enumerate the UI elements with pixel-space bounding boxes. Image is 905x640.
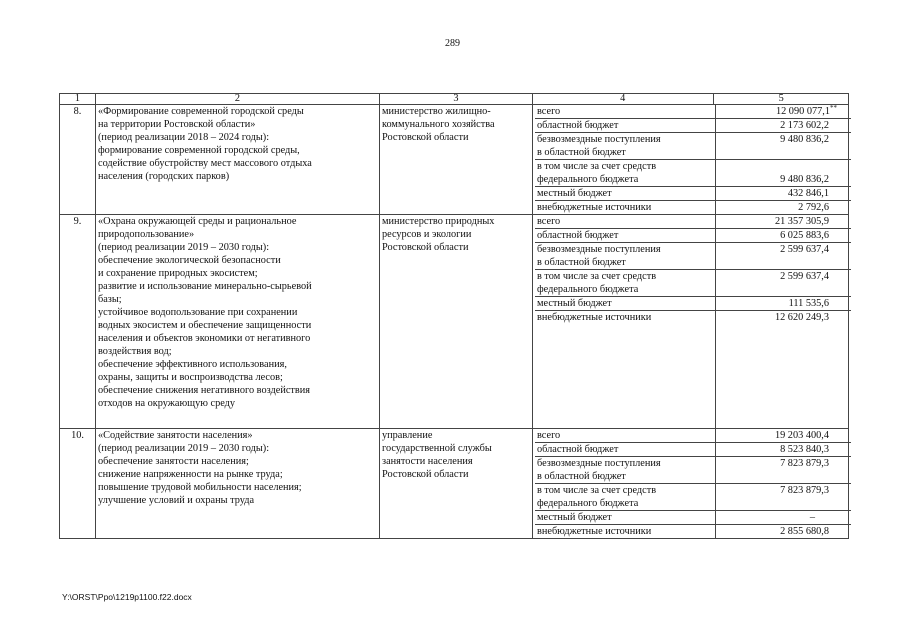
finance-value: 432 846,1: [715, 187, 851, 201]
header-cell-group: [533, 94, 849, 105]
file-path-footer: Y:\ORST\Ppo\1219p1100.f22.docx: [62, 592, 192, 602]
programs-table: [59, 93, 849, 539]
finance-value: 19 203 400,4: [715, 429, 851, 443]
finance-source: областной бюджет: [535, 443, 715, 457]
header-cell: 3: [380, 94, 533, 105]
finance-source: всего: [535, 215, 715, 229]
finance-value: 2 599 637,4: [715, 270, 851, 297]
finance-source: безвозмездные поступления в областной бюджет: [535, 457, 715, 484]
finance-cell: [533, 429, 849, 539]
finance-value: 2 855 680,8: [780, 526, 829, 537]
finance-cell: [533, 105, 849, 215]
responsible-executor: министерство природных ресурсов и экологии Ростовской области: [380, 215, 533, 429]
finance-source: внебюджетные источники: [535, 525, 715, 539]
header-cell: 1: [60, 94, 96, 105]
table-row: [60, 215, 849, 429]
header-cell: 5: [778, 93, 784, 104]
row-number: 10.: [60, 429, 96, 539]
finance-source: в том числе за счет средств федерального бюджета: [535, 484, 715, 511]
finance-value: 12 090 077,1**: [715, 105, 851, 119]
row-number: 8.: [60, 105, 96, 215]
finance-value: 9 480 836,2: [715, 133, 851, 160]
finance-cell: [533, 215, 849, 429]
responsible-executor: министерство жилищно- коммунального хозяйства Ростовской области: [380, 105, 533, 215]
finance-source: местный бюджет: [535, 297, 715, 311]
header-cell: 2: [96, 94, 380, 105]
program-description: «Охрана окружающей среды и рациональное природопользование» (период реализации 2019 – 2030 годы): обеспечение экологической безопасности и сохранение природных экосистем; развитие и использование минерально-сырьевой базы; устойчивое водопользование при сохранении водных экосистем и обеспечение защищенности населения и объектов экономики от негативного воздействия вод; обеспечение эффективного использования, охраны, защиты и воспроизводства лесов; обеспечение снижения негативного воздействия отходов на окружающую среду: [96, 215, 380, 429]
finance-value: 111 535,6: [715, 297, 851, 311]
finance-source: всего: [535, 105, 715, 119]
finance-value: 21 357 305,9: [715, 215, 851, 229]
program-description: «Содействие занятости населения» (период реализации 2019 – 2030 годы): обеспечение занятости населения; снижение напряженности на рынке труда; повышение трудовой мобильности населения; улучшение условий и охраны труда: [96, 429, 380, 539]
finance-value: –: [715, 511, 851, 525]
finance-value: 8 523 840,3: [715, 443, 851, 457]
table-header-row: [60, 94, 849, 105]
finance-source: всего: [535, 429, 715, 443]
table-row: [60, 105, 849, 215]
finance-source: местный бюджет: [535, 511, 715, 525]
responsible-executor: управление государственной службы занятости населения Ростовской области: [380, 429, 533, 539]
finance-source: внебюджетные источники: [535, 201, 715, 215]
finance-source: безвозмездные поступления в областной бюджет: [535, 243, 715, 270]
row-number: 9.: [60, 215, 96, 429]
table-row: [60, 429, 849, 539]
finance-value: 2 599 637,4: [715, 243, 851, 270]
finance-source: в том числе за счет средств федерального бюджета: [535, 160, 715, 187]
header-cell: 4: [533, 94, 713, 104]
finance-source: безвозмездные поступления в областной бюджет: [535, 133, 715, 160]
finance-source: внебюджетные источники: [535, 311, 715, 429]
finance-value: 9 480 836,2: [715, 160, 851, 187]
finance-source: в том числе за счет средств федерального бюджета: [535, 270, 715, 297]
page-number: 289: [445, 38, 460, 49]
finance-source: областной бюджет: [535, 119, 715, 133]
footnote-mark: **: [830, 104, 837, 112]
finance-value: 2 173 602,2: [715, 119, 851, 133]
finance-value: 7 823 879,3: [715, 484, 851, 511]
finance-value: 12 620 249,3: [774, 312, 829, 323]
finance-source: местный бюджет: [535, 187, 715, 201]
finance-value: 2 792,6: [798, 202, 829, 213]
program-description: «Формирование современной городской среды на территории Ростовской области» (период реализации 2018 – 2024 годы): формирование современной городской среды, содействие обустройству мест массового отдыха населения (городских парков): [96, 105, 380, 215]
finance-value: 7 823 879,3: [715, 457, 851, 484]
finance-value: 6 025 883,6: [715, 229, 851, 243]
finance-source: областной бюджет: [535, 229, 715, 243]
